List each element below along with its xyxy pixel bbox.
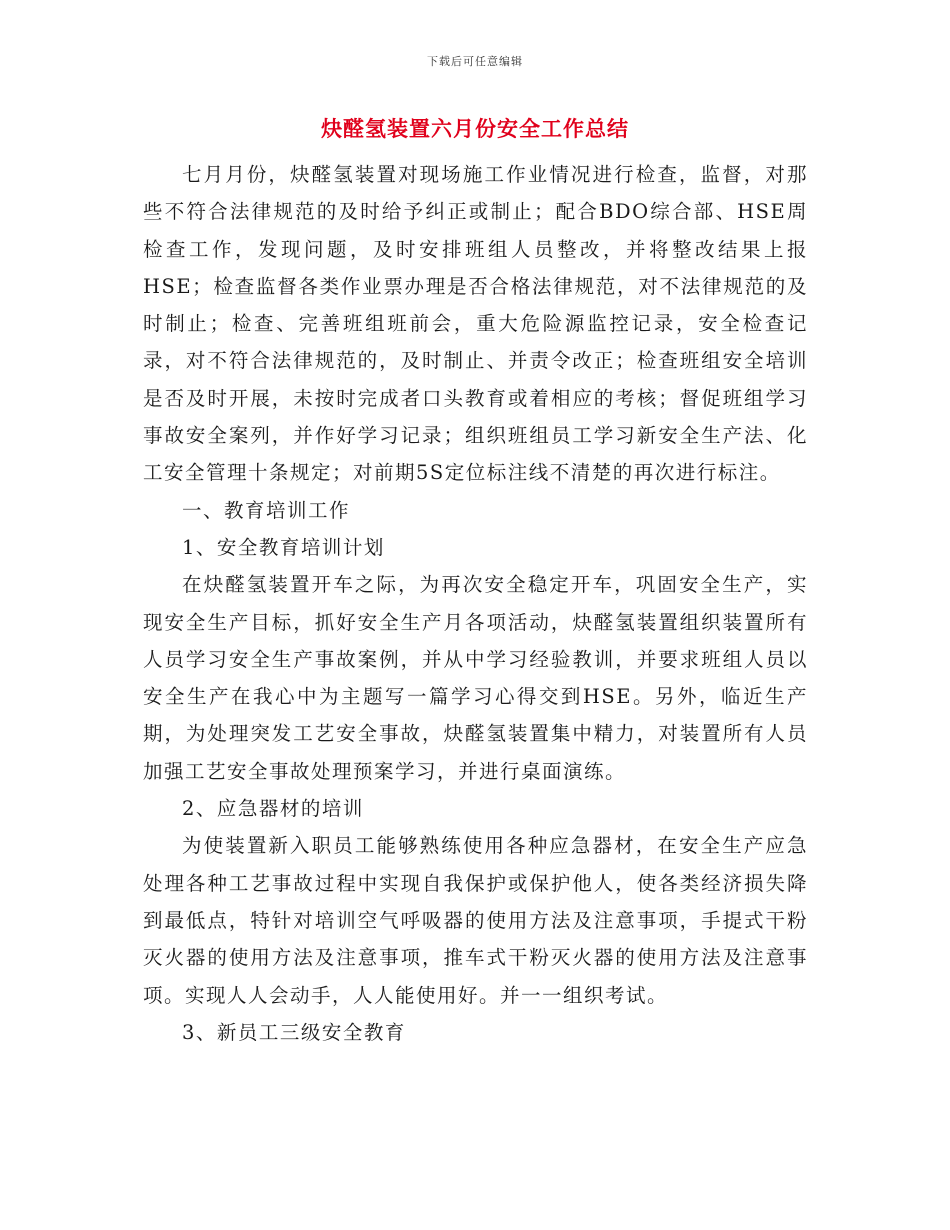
paragraph-summary: 七月月份，炔醛氢装置对现场施工作业情况进行检查，监督，对那些不符合法律规范的及时给予纠正或制止；配合BDO综合部、HSE周检查工作，发现问题，及时安排班组人员整改，并将整改结果上报HSE；检查监督各类作业票办理是否合格法律规范，对不法律规范的及时制止；检查、完善班组班前会，重大危险源监控记录，安全检查记录，对不符合法律规范的，及时制止、并责令改正；检查班组安全培训是否及时开展，未按时完成者口头教育或着相应的考核；督促班组学习事故安全案列，并作好学习记录；组织班组员工学习新安全生产法、化工安全管理十条规定；对前期5S定位标注线不清楚的再次进行标注。: [143, 163, 808, 485]
subsection-heading-safety-plan: 1、安全教育培训计划: [182, 535, 385, 559]
paragraph-safety-plan: 在炔醛氢装置开车之际，为再次安全稳定开车，巩固安全生产，实现安全生产目标，抓好安全生产月各项活动，炔醛氢装置组织装置所有人员学习安全生产事故案例，并从中学习经验教训，并要求班组人员以安全生产在我心中为主题写一篇学习心得交到HSE。另外，临近生产期，为处理突发工艺安全事故，炔醛氢装置集中精力，对装置所有人员加强工艺安全事故处理预案学习，并进行桌面演练。: [143, 573, 808, 783]
document-body: [143, 156, 808, 1051]
document-title: 炔醛氢装置六月份安全工作总结: [321, 117, 629, 141]
paragraph-emergency-equipment: 为使装置新入职员工能够熟练使用各种应急器材，在安全生产应急处理各种工艺事故过程中实现自我保护或保护他人，使各类经济损失降到最低点，特针对培训空气呼吸器的使用方法及注意事项，手提式干粉灭火器的使用方法及注意事项，推车式干粉灭火器的使用方法及注意事项。实现人人会动手，人人能使用好。并一一组织考试。: [143, 834, 808, 1007]
subsection-heading-new-employee: 3、新员工三级安全教育: [182, 1020, 406, 1044]
subsection-heading-emergency-equipment: 2、应急器材的培训: [182, 797, 364, 821]
section-heading-training: 一、教育培训工作: [182, 498, 351, 522]
page-header-note: 下载后可任意编辑: [427, 55, 523, 68]
